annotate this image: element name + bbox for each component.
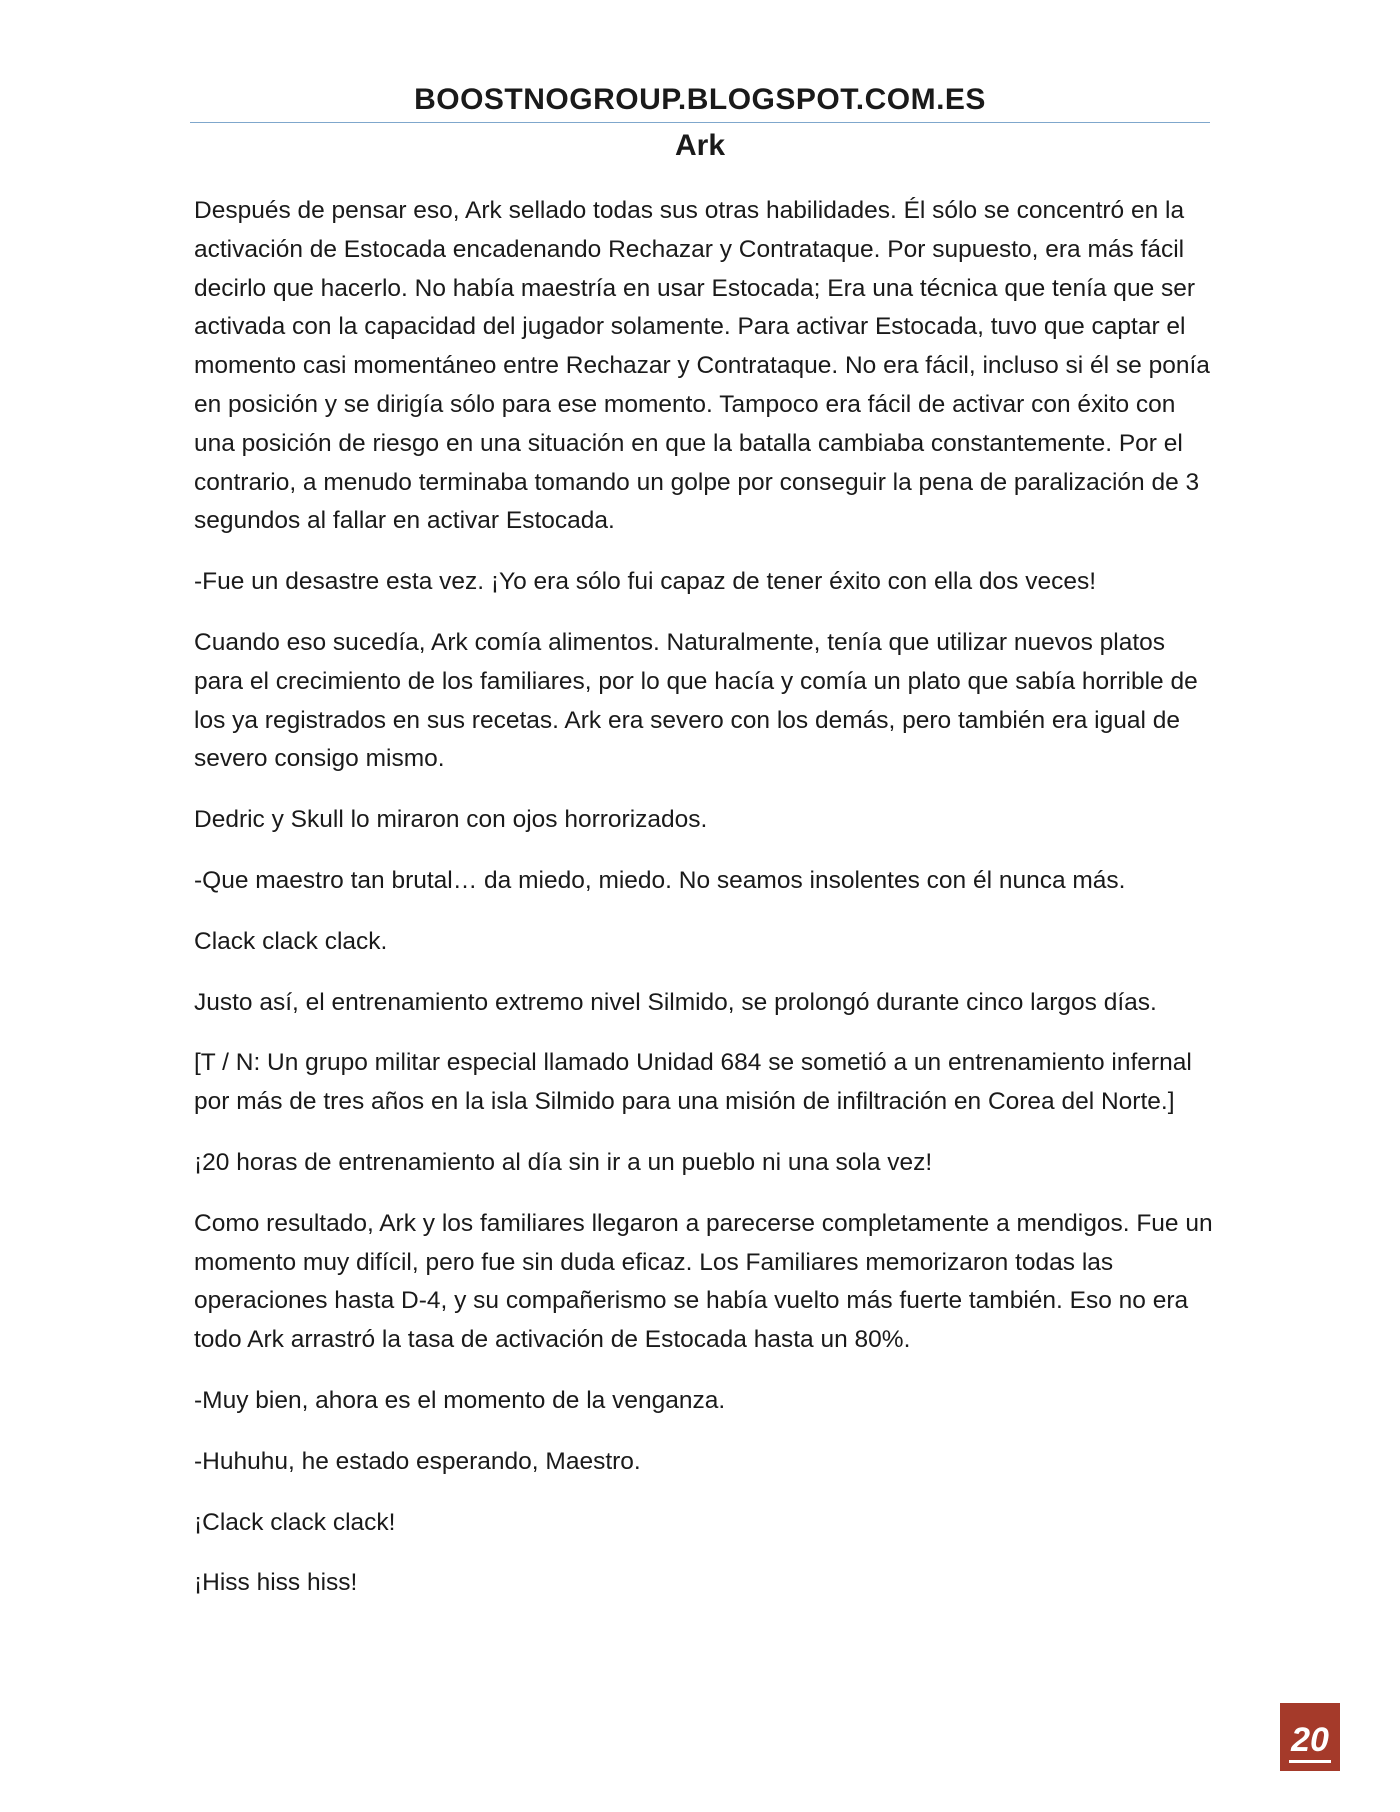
paragraph: Cuando eso sucedía, Ark comía alimentos. Naturalmente, tenía que utilizar nuevos platos para el crecimiento de los familiares, por lo que hacía y comía un plato que sabía horrible de los ya registrados en sus recetas. Ark era severo con los demás, pero también era igual de severo consigo mismo. [194,628,1198,773]
paragraph: -Fue un desastre esta vez. ¡Yo era sólo fui capaz de tener éxito con ella dos veces! [194,568,1097,596]
paragraph: -Que maestro tan brutal… da miedo, miedo. No seamos insolentes con él nunca más. [194,866,1126,894]
paragraph: Dedric y Skull lo miraron con ojos horrorizados. [194,806,708,834]
page-number: 20 [1289,1720,1331,1763]
paragraph: Clack clack clack. [194,927,388,955]
paragraph: Después de pensar eso, Ark sellado todas sus otras habilidades. Él sólo se concentró en la activación de Estocada encadenando Rechazar y Contrataque. Por supuesto, era más fácil decirlo que hacerlo. No había maestría en usar Estocada; Era una técnica que tenía que ser activada con la capacidad del jugador solamente. Para activar Estocada, tuvo que captar el momento casi momentáneo entre Rechazar y Contrataque. No era fácil, incluso si él se ponía en posición y se dirigía sólo para ese momento. Tampoco era fácil de activar con éxito con una posición de riesgo en una situación en que la batalla cambiaba constantemente. Por el contrario, a menudo terminaba tomando un golpe por conseguir la pena de paralización de 3 segundos al fallar en activar Estocada. [194,197,1210,535]
paragraph: [T / N: Un grupo militar especial llamado Unidad 684 se sometió a un entrenamiento infernal por más de tres años en la isla Silmido para una misión de infiltración en Corea del Norte.] [194,1049,1192,1116]
paragraph: -Huhuhu, he estado esperando, Maestro. [194,1447,641,1475]
page-header [190,78,1210,169]
paragraph: Como resultado, Ark y los familiares llegaron a parecerse completamente a mendigos. Fue un momento muy difícil, pero fue sin duda eficaz. Los Familiares memorizaron todas las operaciones hasta D-4, y su compañerismo se había vuelto más fuerte también. Eso no era todo Ark arrastró la tasa de activación de Estocada hasta un 80%. [194,1209,1213,1354]
paragraph: ¡Hiss hiss hiss! [194,1569,358,1597]
paragraph: ¡20 horas de entrenamiento al día sin ir a un pueblo ni una sola vez! [194,1148,933,1176]
page-number-badge [1280,1703,1340,1771]
page-body [194,192,1214,1625]
paragraph: ¡Clack clack clack! [194,1508,396,1536]
site-title: BOOSTNOGROUP.BLOGSPOT.COM.ES [414,83,986,116]
chapter-title: Ark [674,129,726,162]
paragraph: Justo así, el entrenamiento extremo nivel Silmido, se prolongó durante cinco largos días. [194,988,1157,1016]
paragraph: -Muy bien, ahora es el momento de la venganza. [194,1386,726,1414]
